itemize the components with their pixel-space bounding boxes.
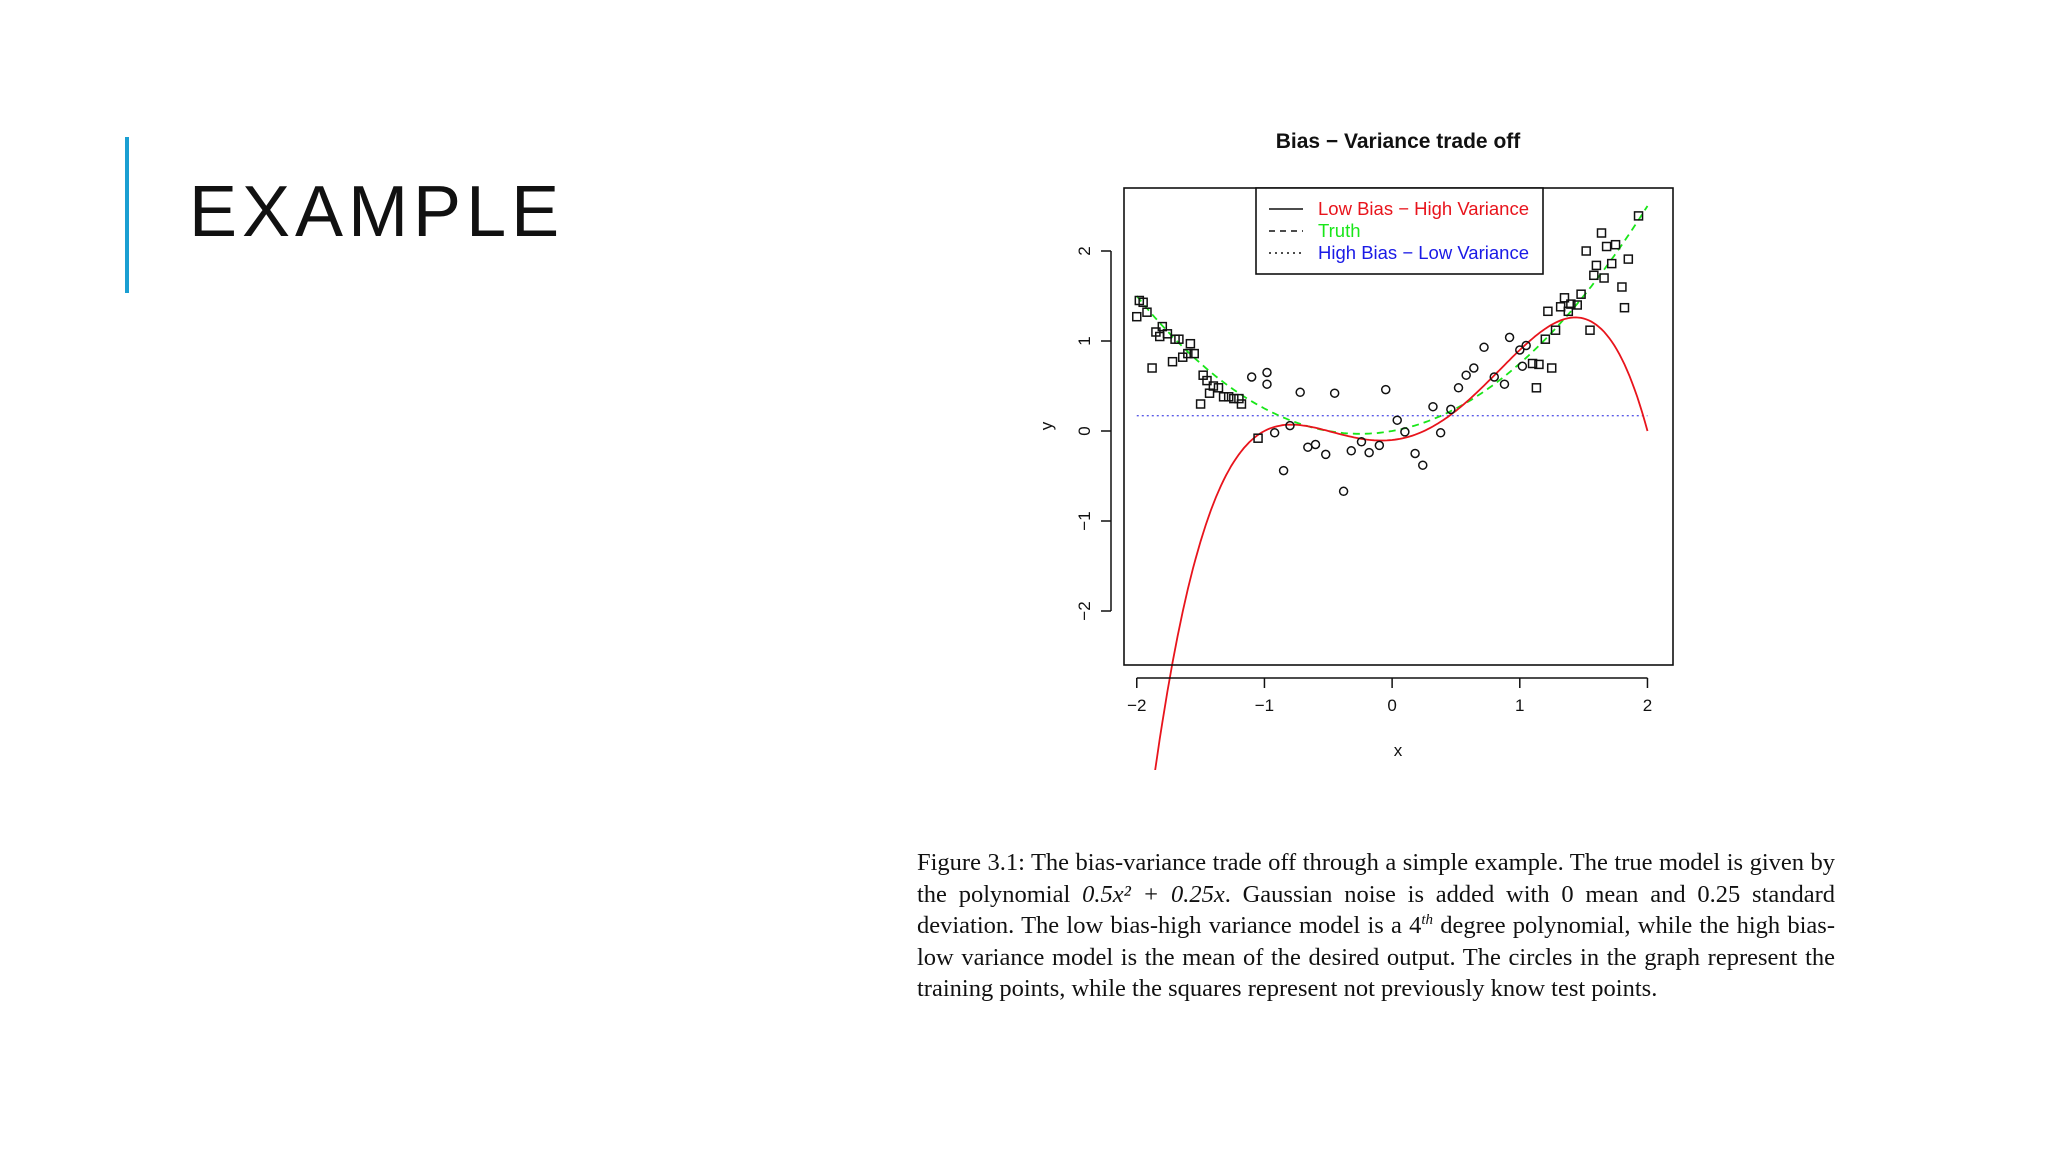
training-point (1263, 380, 1271, 388)
training-point (1506, 333, 1514, 341)
x-tick-label: 2 (1642, 696, 1653, 715)
caption-math-mean: 0 (1561, 880, 1574, 908)
training-point (1331, 389, 1339, 397)
training-point (1393, 416, 1401, 424)
training-point (1347, 447, 1355, 455)
training-point (1470, 364, 1478, 372)
training-point (1480, 343, 1488, 351)
test-point (1133, 313, 1141, 321)
training-point (1429, 403, 1437, 411)
training-point (1280, 467, 1288, 475)
training-point (1382, 386, 1390, 394)
chart-title: Bias − Variance trade off (1275, 130, 1521, 153)
test-point (1544, 307, 1552, 315)
legend-label-truth: Truth (1318, 220, 1361, 241)
test-point (1169, 358, 1177, 366)
legend-label-high-variance: Low Bias − High Variance (1318, 198, 1529, 219)
y-tick-label: 1 (1075, 336, 1094, 346)
test-point (1197, 400, 1205, 408)
test-point (1532, 384, 1540, 392)
test-point (1186, 340, 1194, 348)
test-point (1624, 255, 1632, 263)
training-point (1312, 441, 1320, 449)
caption-text-2: . Gaussian noise is added with (1224, 880, 1562, 908)
training-point (1304, 443, 1312, 451)
y-tick-label: 0 (1075, 426, 1094, 436)
test-point (1612, 241, 1620, 249)
x-tick-label: −1 (1254, 696, 1275, 715)
test-point (1586, 326, 1594, 334)
training-point (1437, 429, 1445, 437)
y-tick-label: −2 (1075, 601, 1094, 621)
test-point (1220, 393, 1228, 401)
training-point (1447, 405, 1455, 413)
y-axis-label: y (1037, 421, 1056, 431)
y-tick-label: −1 (1075, 511, 1094, 531)
training-point (1263, 369, 1271, 377)
caption-text-3: mean and (1573, 880, 1698, 908)
training-point (1340, 487, 1348, 495)
y-tick-label: 2 (1075, 246, 1094, 256)
training-point (1248, 373, 1256, 381)
training-point (1411, 450, 1419, 458)
caption-math-degree: 4 (1409, 912, 1422, 939)
accent-bar (125, 137, 129, 293)
training-point (1518, 362, 1526, 370)
test-point (1148, 364, 1156, 372)
training-point (1271, 429, 1279, 437)
x-tick-label: 1 (1515, 696, 1525, 715)
legend-label-low-variance: High Bias − Low Variance (1318, 242, 1529, 263)
test-point (1600, 274, 1608, 282)
bias-variance-chart (1010, 110, 1730, 770)
test-point (1603, 243, 1611, 251)
test-point (1608, 260, 1616, 268)
caption-text-1: Figure 3.1: The bias-variance trade off through a simple example. The true model is given by the polynomial (917, 849, 1835, 908)
training-point (1365, 449, 1373, 457)
test-point (1557, 303, 1565, 311)
training-point (1500, 380, 1508, 388)
caption-math-polynomial: 0.5x² + 0.25x (1082, 880, 1225, 908)
training-point (1419, 461, 1427, 469)
x-tick-label: 0 (1387, 696, 1397, 715)
caption-math-std: 0.25 (1697, 880, 1741, 908)
figure-caption (917, 847, 1835, 1005)
test-point (1548, 364, 1556, 372)
caption-text-4: standard deviation. The low bias-high variance model is a (917, 880, 1835, 939)
caption-text-5: degree polynomial, while the high bias-low variance model is the mean of the desired output. The circles in the graph represent the training points, while the squares represent not previously know test points. (917, 912, 1835, 1002)
training-point (1296, 388, 1304, 396)
slide-title: EXAMPLE (189, 172, 565, 252)
training-point (1375, 441, 1383, 449)
training-point (1462, 371, 1470, 379)
test-point (1620, 304, 1628, 312)
test-point (1592, 261, 1600, 269)
training-point (1322, 450, 1330, 458)
test-point (1582, 247, 1590, 255)
legend (1256, 188, 1543, 274)
test-point (1237, 400, 1245, 408)
test-point (1598, 229, 1606, 237)
training-point (1455, 384, 1463, 392)
test-point (1618, 283, 1626, 291)
x-tick-label: −2 (1127, 696, 1147, 715)
x-axis-label: x (1393, 741, 1403, 760)
caption-superscript: th (1421, 911, 1434, 928)
